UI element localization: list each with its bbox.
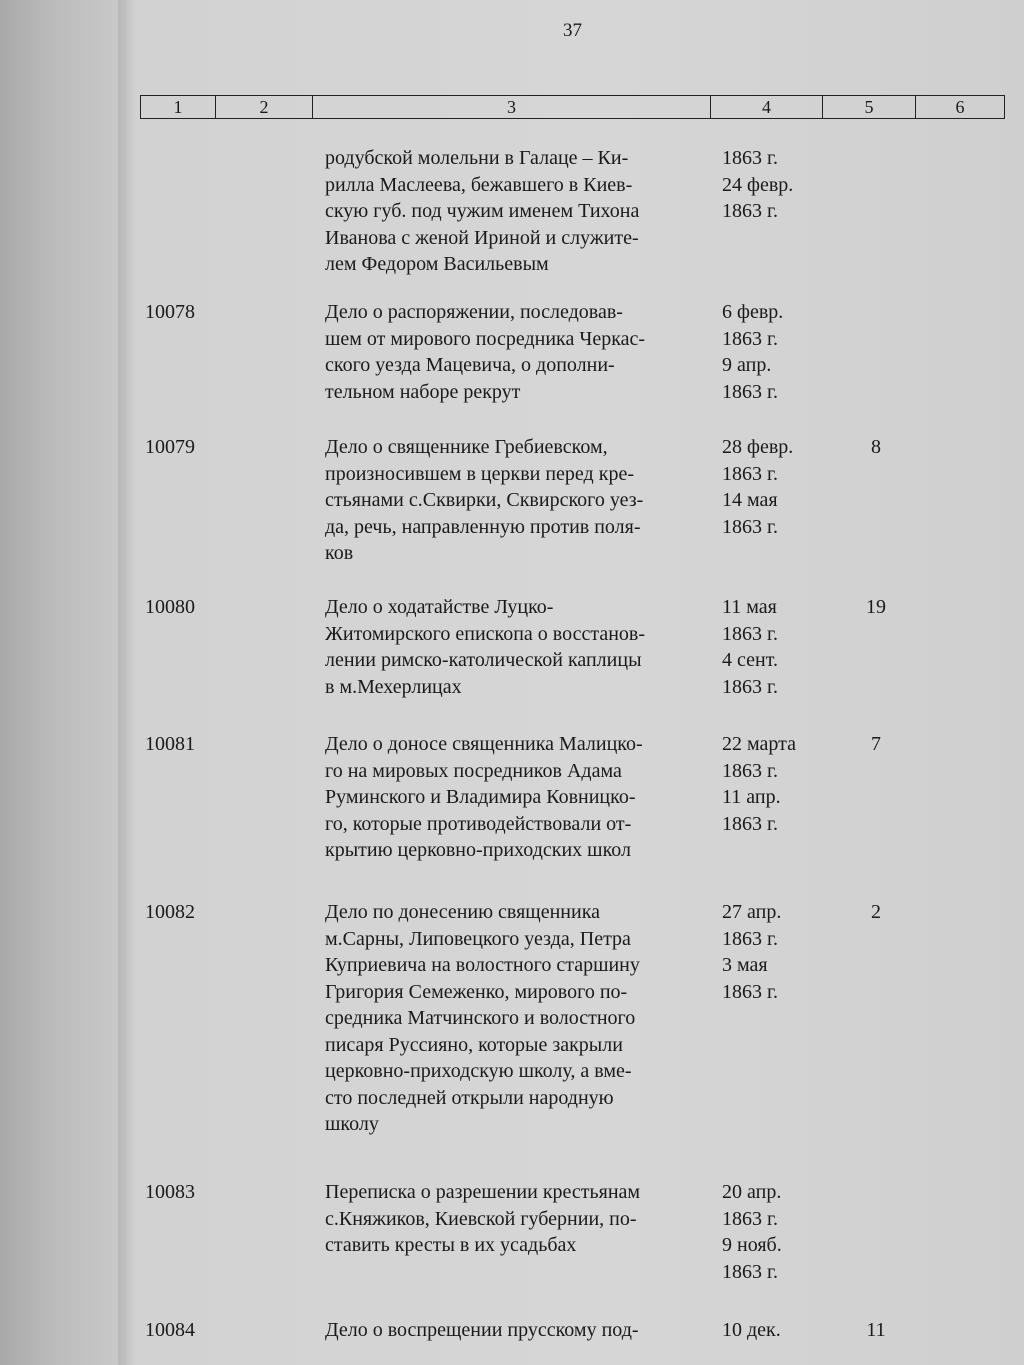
header-col-3: 3: [313, 96, 711, 118]
date-line: 22 марта: [722, 733, 796, 755]
description-line: школу: [325, 1113, 379, 1135]
sheet-count: 19: [866, 596, 886, 618]
record-dates: [722, 1317, 822, 1344]
description-line: стьянами с.Сквирки, Сквирского уез-: [325, 489, 644, 511]
description-line: Дело о доносе священника Малицко-: [325, 733, 643, 755]
description-line: го, которые противодействовали от-: [325, 812, 632, 835]
description-line: тельном наборе рекрут: [325, 380, 521, 403]
description-line: крытию церковно-приходских школ: [325, 839, 631, 861]
description-line: произносившем в церкви перед кре-: [325, 462, 634, 485]
record-description: [325, 1179, 715, 1259]
date-line: 1863 г.: [722, 812, 778, 835]
date-line: 9 нояб.: [722, 1234, 782, 1256]
record-dates: [722, 731, 822, 837]
date-line: 1863 г.: [722, 200, 778, 222]
description-line: м.Сарны, Липовецкого уезда, Петра: [325, 927, 631, 950]
description-line: Дело о ходатайстве Луцко-: [325, 596, 554, 618]
record-description: [325, 1317, 715, 1344]
record-description: [325, 594, 715, 700]
description-line: Переписка о разрешении крестьянам: [325, 1181, 641, 1203]
description-line: го на мировых посредников Адама: [325, 759, 622, 782]
description-line: с.Княжиков, Киевской губернии, по-: [325, 1207, 637, 1230]
date-line: 1863 г.: [722, 675, 778, 698]
date-line: 11 апр.: [722, 786, 781, 808]
record-description: [325, 145, 715, 278]
header-col-5: 5: [823, 96, 916, 118]
record-number: 10084: [145, 1319, 195, 1341]
date-line: 10 дек.: [722, 1319, 781, 1341]
date-line: 9 апр.: [722, 354, 772, 376]
description-line: да, речь, направленную против поля-: [325, 515, 641, 538]
record-number: 10083: [145, 1181, 195, 1203]
date-line: 1863 г.: [722, 980, 778, 1003]
description-line: ского уезда Мацевича, о дополни-: [325, 354, 615, 376]
date-line: 1863 г.: [722, 759, 778, 782]
date-line: 14 мая: [722, 489, 778, 511]
description-line: скую губ. под чужим именем Тихона: [325, 200, 640, 222]
sheet-count: 8: [871, 436, 881, 458]
description-line: ков: [325, 542, 354, 564]
header-col-6: 6: [955, 97, 965, 117]
description-line: Григория Семеженко, мирового по-: [325, 980, 628, 1003]
record-description: [325, 731, 715, 864]
date-line: 28 февр.: [722, 436, 794, 458]
sheet-count: 11: [866, 1319, 886, 1341]
description-line: сто последней открыли народную: [325, 1086, 614, 1109]
date-line: 4 сент.: [722, 649, 778, 671]
date-line: 6 февр.: [722, 301, 784, 323]
table-header: [140, 95, 1005, 119]
description-line: церковно-приходскую школу, а вме-: [325, 1060, 632, 1082]
date-line: 1863 г.: [722, 1207, 778, 1230]
description-line: родубской молельни в Галаце – Ки-: [325, 147, 629, 169]
record-dates: [722, 145, 822, 225]
description-line: Руминского и Владимира Ковницко-: [325, 786, 636, 808]
record-number: 10080: [145, 596, 195, 618]
description-line: ставить кресты в их усадьбах: [325, 1234, 577, 1256]
description-line: Куприевича на волостного старшину: [325, 954, 640, 976]
record-dates: [722, 1179, 822, 1285]
date-line: 1863 г.: [722, 327, 778, 350]
record-number: 10078: [145, 301, 195, 323]
description-line: Житомирского епископа о восстанов-: [325, 622, 646, 645]
record-dates: [722, 299, 822, 405]
record-number: 10081: [145, 733, 195, 755]
page-gutter-shadow: [118, 0, 136, 1365]
record-number: 10079: [145, 436, 195, 458]
date-line: 24 февр.: [722, 173, 794, 196]
record-description: [325, 899, 715, 1138]
date-line: 1863 г.: [722, 462, 778, 485]
description-line: рилла Маслеева, бежавшего в Киев-: [325, 173, 633, 196]
date-line: 1863 г.: [722, 1260, 778, 1283]
record-description: [325, 434, 715, 567]
description-line: Дело по донесению священника: [325, 901, 600, 923]
date-line: 20 апр.: [722, 1181, 782, 1203]
record-number: 10082: [145, 901, 195, 923]
record-dates: [722, 434, 822, 540]
record-description: [325, 299, 715, 405]
description-line: Дело о распоряжении, последовав-: [325, 301, 623, 323]
header-col-4: 4: [711, 96, 823, 118]
record-dates: [722, 899, 822, 1005]
sheet-count: 7: [871, 733, 881, 755]
description-line: средника Матчинского и волостного: [325, 1007, 636, 1029]
description-line: Дело о священнике Гребиевском,: [325, 436, 608, 458]
date-line: 27 апр.: [722, 901, 782, 923]
description-line: шем от мирового посредника Черкас-: [325, 327, 646, 350]
date-line: 1863 г.: [722, 515, 778, 538]
description-line: Дело о воспрещении прусскому под-: [325, 1319, 639, 1341]
record-dates: [722, 594, 822, 700]
header-col-1: 1: [141, 96, 216, 118]
description-line: писаря Руссияно, которые закрыли: [325, 1033, 623, 1056]
description-line: лем Федором Васильевым: [325, 253, 549, 275]
date-line: 1863 г.: [722, 380, 778, 403]
page-number: 37: [563, 20, 582, 41]
description-line: Иванова с женой Ириной и служите-: [325, 226, 639, 249]
date-line: 3 мая: [722, 954, 768, 976]
header-col-2: 2: [216, 96, 313, 118]
date-line: 1863 г.: [722, 622, 778, 645]
sheet-count: 2: [871, 901, 881, 923]
date-line: 1863 г.: [722, 927, 778, 950]
date-line: 11 мая: [722, 596, 777, 618]
description-line: лении римско-католической каплицы: [325, 649, 642, 671]
date-line: 1863 г.: [722, 147, 778, 169]
description-line: в м.Мехерлицах: [325, 675, 462, 698]
